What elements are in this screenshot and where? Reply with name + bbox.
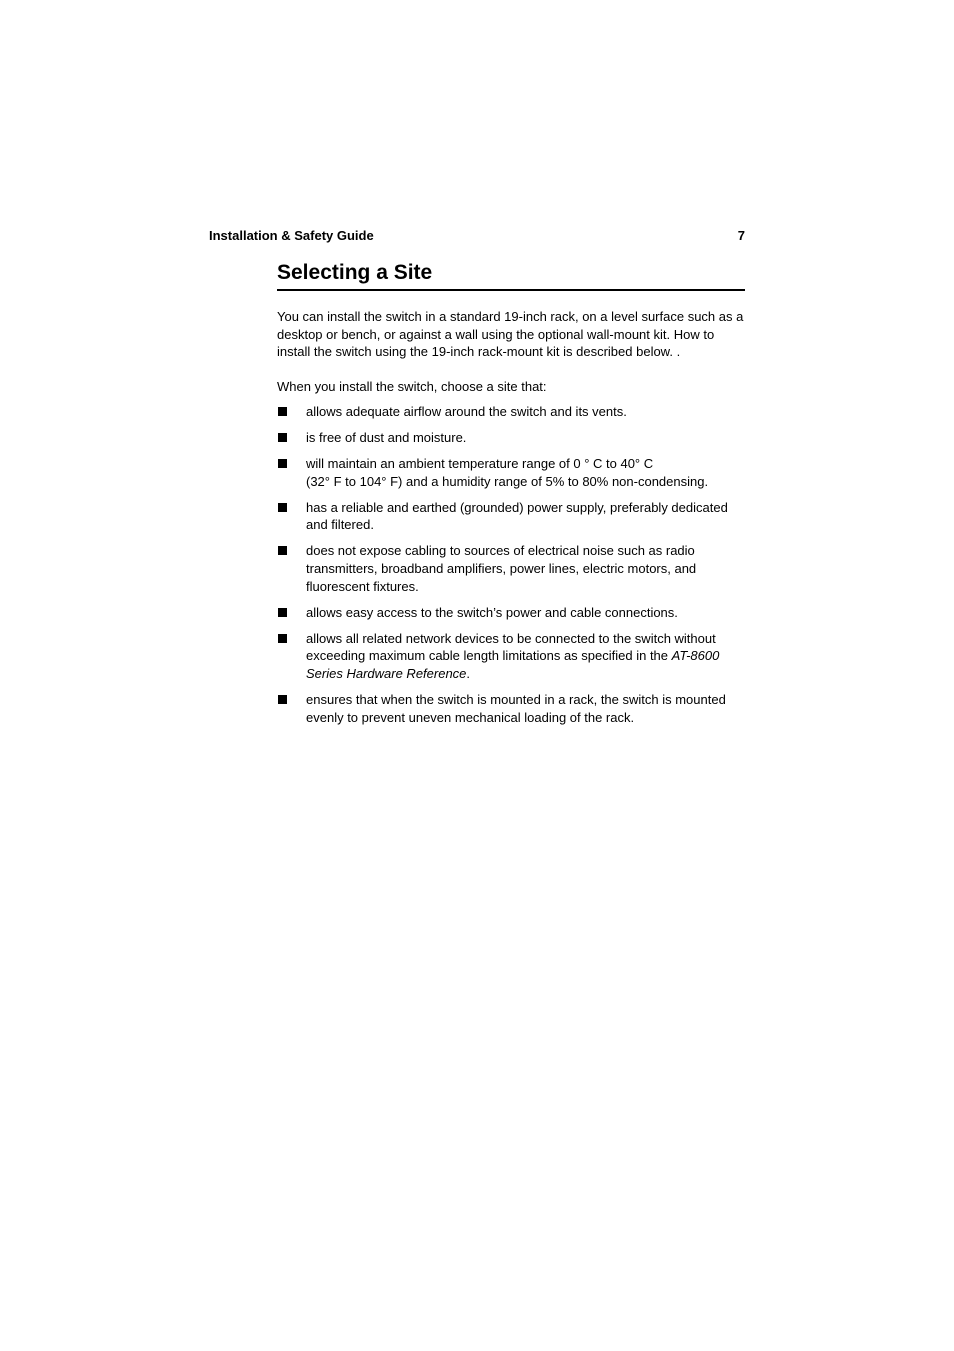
guide-title: Installation & Safety Guide bbox=[209, 228, 374, 243]
list-item-text: allows easy access to the switch’s power and cable connections. bbox=[306, 604, 678, 620]
intro-paragraph: You can install the switch in a standard 19-inch rack, on a level surface such as a desktop or bench, or against a wall using the optional wall-mount kit. How to install the switch using the 19-inch rack-mount kit is described below. . bbox=[277, 309, 744, 360]
list-item bbox=[277, 429, 745, 447]
square-bullet-icon bbox=[278, 433, 287, 442]
list-item-text-line-1: will maintain an ambient temperature range of 0 ° C to 40° C bbox=[306, 455, 654, 471]
list-item-text-end: . bbox=[466, 666, 471, 682]
list-item bbox=[277, 630, 745, 683]
list-item-text: ensures that when the switch is mounted in a rack, the switch is mounted evenly to prevent uneven mechanical loading of the rack. bbox=[306, 692, 726, 725]
list-item-text: is free of dust and moisture. bbox=[306, 429, 467, 445]
list-item-text-line-2: (32° F to 104° F) and a humidity range of 5% to 80% non-condensing. bbox=[306, 473, 709, 489]
site-criteria-list bbox=[277, 403, 745, 727]
running-header bbox=[209, 228, 745, 246]
list-item bbox=[277, 499, 745, 534]
square-bullet-icon bbox=[278, 634, 287, 643]
section-title: Selecting a Site bbox=[277, 259, 745, 291]
lead-in-paragraph: When you install the switch, choose a site that: bbox=[277, 379, 547, 395]
list-item bbox=[277, 455, 745, 490]
square-bullet-icon bbox=[278, 503, 287, 512]
square-bullet-icon bbox=[278, 459, 287, 468]
list-item-text: does not expose cabling to sources of electrical noise such as radio transmitters, broadband amplifiers, power lines, electric motors, and fluorescent fixtures. bbox=[306, 543, 697, 594]
page-number: 7 bbox=[737, 228, 745, 243]
section-content bbox=[277, 259, 745, 735]
list-item bbox=[277, 691, 745, 726]
square-bullet-icon bbox=[278, 546, 287, 555]
square-bullet-icon bbox=[278, 695, 287, 704]
list-item-text: allows all related network devices to be connected to the switch without exceeding maximum cable length limitations as specified in the bbox=[306, 630, 716, 664]
list-item bbox=[277, 604, 745, 622]
hardware-reference-title: AT-8600 Series Hardware Reference bbox=[306, 648, 720, 682]
list-item-text: has a reliable and earthed (grounded) power supply, preferably dedicated and filtered. bbox=[306, 499, 728, 533]
square-bullet-icon bbox=[278, 407, 287, 416]
list-item bbox=[277, 403, 745, 421]
list-item-text: allows adequate airflow around the switch and its vents. bbox=[306, 403, 627, 419]
list-item bbox=[277, 542, 745, 595]
square-bullet-icon bbox=[278, 608, 287, 617]
